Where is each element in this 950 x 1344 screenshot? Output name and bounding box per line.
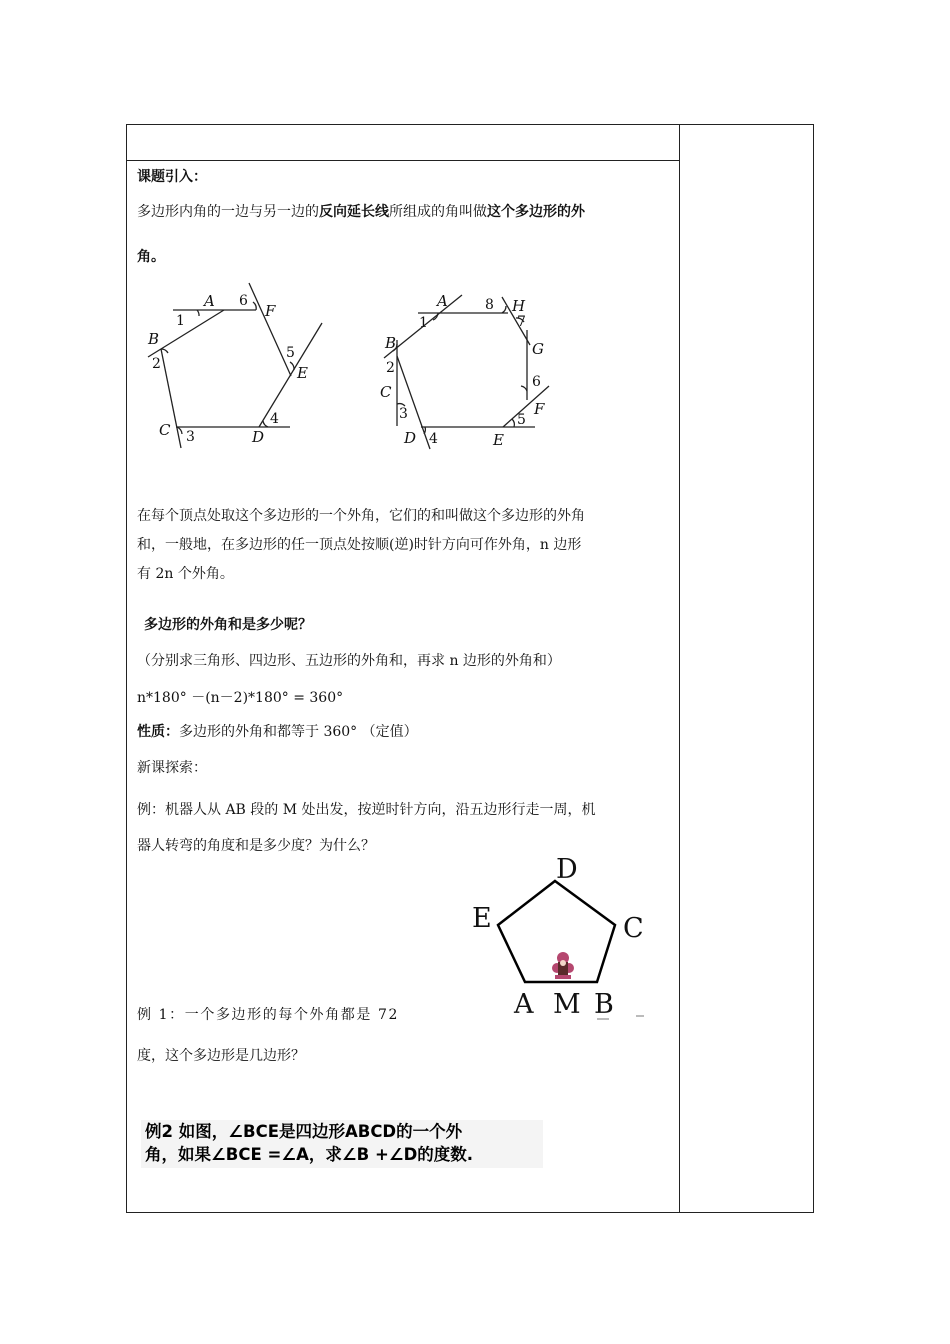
pentagon-label-b: B xyxy=(594,989,614,1020)
oct-angle-1: 1 xyxy=(419,315,428,331)
hex-label-a: A xyxy=(204,292,215,310)
octagon-figure xyxy=(375,285,555,455)
def-bold-1: 反向延长线 xyxy=(319,204,389,220)
hex-angle-2: 2 xyxy=(152,356,161,372)
oct-angle-5: 5 xyxy=(517,412,526,428)
hex-angle-1: 1 xyxy=(176,313,185,329)
oct-label-g: G xyxy=(532,340,544,358)
oct-label-e: E xyxy=(493,431,504,449)
def-text-2: 所组成的角叫做 xyxy=(389,204,487,220)
hex-label-f: F xyxy=(265,302,276,320)
example-line-1: 例：机器人从 AB 段的 M 处出发，按逆时针方向，沿五边形行走一周，机 xyxy=(137,802,596,818)
sum-line-1: 在每个顶点处取这个多边形的一个外角，它们的和叫做这个多边形的外角 xyxy=(137,508,585,524)
def-text-1: 多边形内角的一边与另一边的 xyxy=(137,204,319,220)
oct-label-c: C xyxy=(380,383,392,401)
sum-line-3: 有 2n 个外角。 xyxy=(137,566,234,582)
hex-label-e: E xyxy=(297,364,308,382)
hex-angle-5: 5 xyxy=(286,345,295,361)
oct-label-d: D xyxy=(404,429,417,447)
example1-line-2: 度，这个多边形是几边形？ xyxy=(137,1048,305,1064)
new-lesson-heading: 新课探索： xyxy=(137,760,207,776)
example-line-2: 器人转弯的角度和是多少度？为什么？ xyxy=(137,838,375,854)
sum-line-2: 和，一般地，在多边形的任一顶点处按顺(逆)时针方向可作外角，n 边形 xyxy=(137,537,582,553)
row-divider xyxy=(126,160,680,161)
hex-angle-6: 6 xyxy=(239,293,248,309)
hint-text: （分别求三角形、四边形、五边形的外角和，再求 n 边形的外角和） xyxy=(137,653,561,669)
pentagon-label-d: D xyxy=(556,854,578,885)
oct-angle-4: 4 xyxy=(429,431,438,447)
hexagon-figure xyxy=(140,280,340,455)
oct-label-h: H xyxy=(512,297,526,315)
property-text: 多边形的外角和都等于 360° （定值） xyxy=(179,724,418,740)
hex-angle-3: 3 xyxy=(186,429,195,445)
def-bold-2: 这个多边形的外 xyxy=(487,204,585,220)
robot-icon xyxy=(552,952,574,979)
oct-label-b: B xyxy=(385,334,397,352)
oct-angle-6: 6 xyxy=(532,374,541,390)
pentagon-label-e: E xyxy=(472,903,492,934)
oct-angle-8: 8 xyxy=(485,297,494,313)
hex-label-b: B xyxy=(148,330,160,348)
pentagon-figure xyxy=(465,850,650,1025)
pentagon-label-a: A xyxy=(514,989,534,1020)
exterior-angle-sum-paragraph xyxy=(137,502,672,589)
example1-line-1: 例 1：一个多边形的每个外角都是 72 xyxy=(137,1007,400,1023)
hex-label-d: D xyxy=(252,428,265,446)
example2-line-2: 角，如果∠BCE =∠A，求∠B +∠D的度数. xyxy=(145,1145,474,1164)
formula-text: n*180° －(n－2)*180° = 360° xyxy=(137,690,344,706)
hex-label-c: C xyxy=(159,421,171,439)
question-heading: 多边形的外角和是多少呢？ xyxy=(144,617,312,633)
def-bold-3: 角。 xyxy=(137,249,165,265)
property-line xyxy=(137,722,418,742)
oct-angle-2: 2 xyxy=(386,360,395,376)
property-label: 性质： xyxy=(137,724,179,740)
oct-angle-7: 7 xyxy=(517,314,526,330)
exterior-angle-definition xyxy=(137,198,672,227)
column-divider xyxy=(679,124,680,1213)
oct-angle-3: 3 xyxy=(399,406,408,422)
pentagon-label-c: C xyxy=(623,913,644,944)
pentagon-label-m: M xyxy=(553,989,581,1020)
hex-angle-4: 4 xyxy=(270,411,279,427)
example2-image xyxy=(141,1120,543,1168)
example2-line-1: 例2 如图，∠BCE是四边形ABCD的一个外 xyxy=(145,1122,463,1141)
intro-heading: 课题引入： xyxy=(137,169,207,185)
oct-label-f: F xyxy=(534,400,545,418)
oct-label-a: A xyxy=(437,292,448,310)
